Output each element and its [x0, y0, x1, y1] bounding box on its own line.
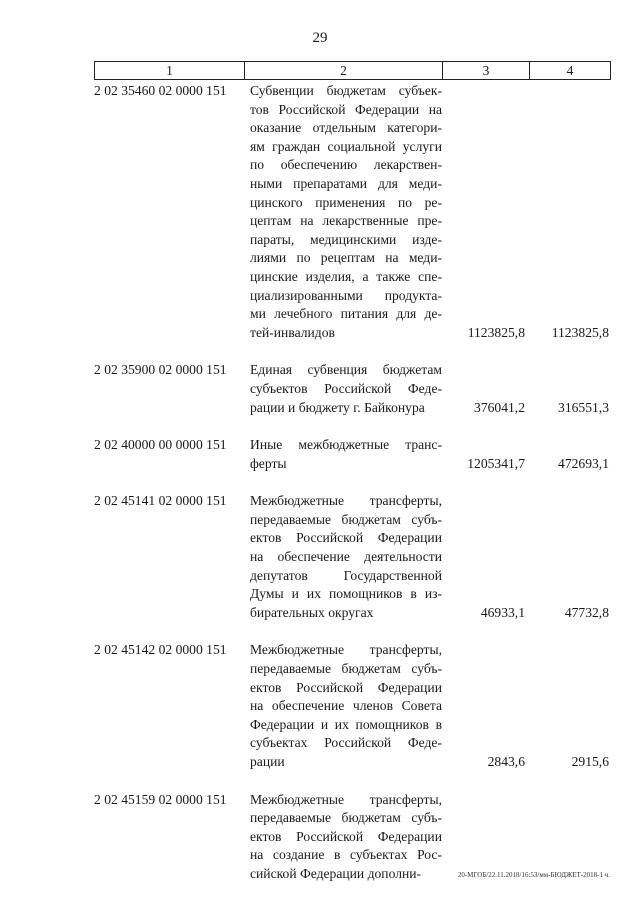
description-line: рации	[250, 754, 285, 769]
amount-column-3: 1123825,8	[467, 324, 525, 340]
amount-column-4: 316551,3	[558, 399, 609, 415]
description-line: Думы и их помощников в из-	[250, 586, 442, 602]
page-number: 29	[312, 30, 328, 46]
revenue-description	[244, 641, 442, 771]
budget-classification-code: 2 02 35460 02 0000 151	[94, 83, 227, 98]
document-footer-stamp: 20-МГОБ/22.11.2018/16:53/мм-БЮДЖЕТ-2018-1 ч.	[457, 871, 610, 879]
budget-classification-code: 2 02 45141 02 0000 151	[94, 493, 227, 509]
amount-column-3	[442, 791, 529, 884]
description-line: Межбюджетные трансферты,	[250, 791, 442, 807]
revenue-description	[244, 82, 442, 342]
description-line: Субвенции бюджетам субъек-	[250, 83, 442, 98]
amount-column-3: 2843,6	[487, 754, 525, 769]
description-line: циализированными продукта-	[250, 287, 442, 303]
description-line: передаваемые бюджетам субъ-	[250, 661, 442, 677]
description-line: Межбюджетные трансферты,	[250, 493, 442, 509]
amount-column-3: 46933,1	[480, 604, 525, 620]
table-row	[94, 791, 611, 884]
amount-column-4: 47732,8	[564, 604, 609, 620]
budget-table-body	[94, 82, 611, 903]
description-line: параты, медицинскими изде-	[250, 231, 442, 247]
description-line: на обеспечение деятельности	[250, 549, 442, 565]
description-line: по обеспечению лекарствен-	[250, 157, 442, 173]
table-row	[94, 361, 611, 417]
description-line: ными препаратами для меди-	[250, 175, 442, 191]
column-header-row	[94, 61, 611, 80]
description-line: ям граждан социальной услуги	[250, 138, 442, 154]
column-header-1: 1	[95, 62, 245, 79]
description-line: Единая субвенция бюджетам	[250, 362, 442, 378]
description-line: рации и бюджету г. Байконура	[250, 399, 425, 415]
table-row	[94, 641, 611, 771]
table-row	[94, 492, 611, 622]
description-line: тей-инвалидов	[250, 324, 335, 340]
description-line: оказание отдельным категори-	[250, 120, 442, 136]
description-line: ферты	[250, 455, 287, 471]
description-line: ектов Российской Федерации	[250, 679, 442, 695]
description-line: на обеспечение членов Совета	[250, 698, 442, 714]
column-header-4: 4	[566, 63, 574, 78]
description-line: бирательных округах	[250, 604, 374, 620]
description-line: цептам на лекарственные пре-	[250, 213, 442, 229]
description-line: ми лечебного питания для де-	[250, 306, 442, 322]
description-line: передаваемые бюджетам субъ-	[250, 810, 442, 826]
revenue-description	[244, 436, 442, 473]
amount-column-3: 376041,2	[474, 399, 525, 415]
column-header-3: 3	[443, 62, 530, 79]
description-line: цинского применения по ре-	[250, 194, 442, 210]
description-line: ектов Российской Федерации	[250, 530, 442, 546]
revenue-description	[244, 492, 442, 622]
description-line: передаваемые бюджетам субъ-	[250, 511, 442, 527]
description-line: тов Российской Федерации на	[250, 101, 442, 117]
table-row	[94, 436, 611, 473]
amount-column-4: 472693,1	[558, 455, 609, 471]
description-line: Межбюджетные трансферты,	[250, 642, 442, 658]
amount-column-4	[529, 791, 609, 884]
description-line: цинские изделия, а также спе-	[250, 268, 442, 284]
description-line: субъектов Российской Феде-	[250, 380, 442, 396]
revenue-description	[244, 361, 442, 417]
description-line: Федерации и их помощников в	[250, 716, 442, 732]
description-line: ектов Российской Федерации	[250, 828, 442, 844]
description-line: Иные межбюджетные транс-	[250, 437, 442, 453]
budget-classification-code: 2 02 35900 02 0000 151	[94, 362, 227, 378]
budget-classification-code: 2 02 45142 02 0000 151	[94, 642, 227, 658]
amount-column-4: 2915,6	[571, 754, 609, 769]
description-line: субъектах Российской Феде-	[250, 735, 442, 751]
revenue-description	[244, 791, 442, 884]
amount-column-3: 1205341,7	[467, 455, 525, 471]
budget-classification-code: 2 02 40000 00 0000 151	[94, 437, 227, 453]
description-line: лиями по рецептам на меди-	[250, 250, 442, 266]
column-header-2: 2	[245, 62, 443, 79]
description-line: на создание в субъектах Рос-	[250, 847, 442, 863]
budget-classification-code: 2 02 45159 02 0000 151	[94, 791, 227, 807]
description-line: сийской Федерации дополни-	[250, 865, 422, 881]
description-line: депутатов Государственной	[250, 567, 442, 583]
amount-column-4: 1123825,8	[551, 324, 609, 340]
table-row	[94, 82, 611, 342]
